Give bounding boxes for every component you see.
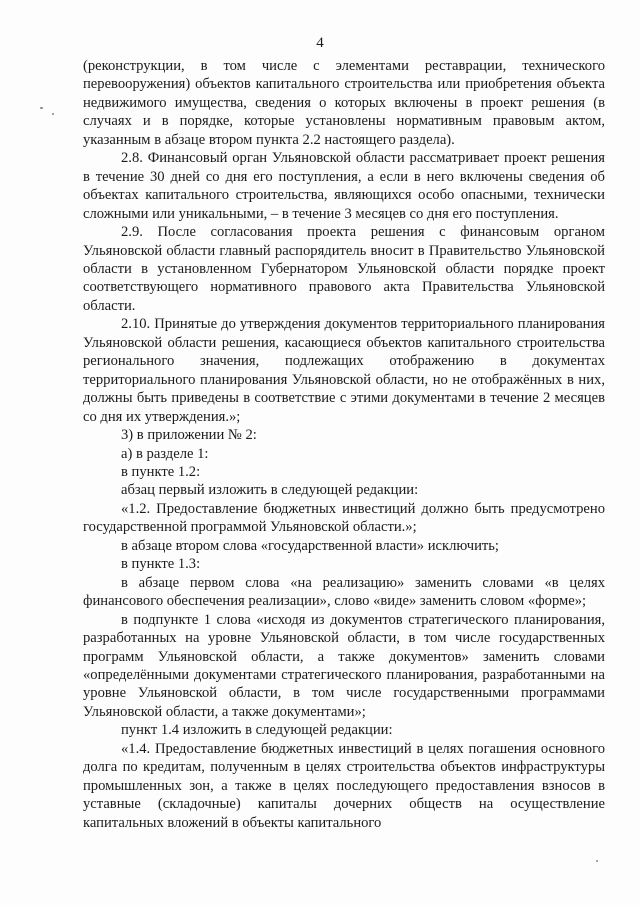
paragraph-second-abzac: в абзаце втором слова «государственной власти» исключить; [121, 537, 499, 554]
paragraph-first-abzac-1-3: в абзаце первом слова «на реализацию» заменить словами «в целях финансового обеспечения реализации», слово «виде» заменить словом «форме»; [83, 574, 605, 610]
scan-speck [596, 860, 598, 862]
paragraph-quote-1-2: «1.2. Предоставление бюджетных инвестиций должно быть предусмотрено государственной программой Ульяновской области.»; [83, 500, 605, 536]
paragraph-first-abzac: абзац первый изложить в следующей редакции: [121, 482, 419, 499]
paragraph-2-10: 2.10. Принятые до утверждения документов территориального планирования Ульяновской области решения, касающиеся объектов капитального строительства регионального значения, подлежащих отображению в документах территориального планирования Ульяновской области, но не отображённых в них, должны быть приведены в соответствие с этими документами в течение 2 месяцев со дня их утверждения.»; [83, 316, 605, 425]
paragraph-2-9: 2.9. После согласования проекта решения с финансовым органом Ульяновской области главный распорядитель вносит в Правительство Ульяновской области в установленном Губернатором Ульяновской области порядке проект соответствующего нормативного правового акта Правительства Ульяновской области. [83, 224, 605, 314]
paragraph-item-1-4: пункт 1.4 изложить в следующей редакции: [121, 722, 393, 739]
document-body [83, 57, 605, 832]
scan-speck [40, 107, 43, 109]
paragraph-item-1-2: в пункте 1.2: [121, 463, 201, 480]
scan-speck [52, 113, 54, 115]
page-number: 4 [316, 35, 324, 51]
paragraph-quote-1-4: «1.4. Предоставление бюджетных инвестиций в целях погашения основного долга по кредитам, полученным в целях строительства объектов инфраструктуры промышленных зон, а также в целях последующего предоставления взносов в уставные (складочные) капиталы дочерних обществ на осуществление капитальных вложений в объекты капитального [83, 740, 605, 831]
paragraph-appendix-2: 3) в приложении № 2: [121, 427, 257, 444]
paragraph-subitem-1: в подпункте 1 слова «исходя из документов стратегического планирования, разработанных на уровне Ульяновской области, в том числе государственных программ Ульяновской области, а также документов» заменить словами «определёнными документами стратегического планирования, разработанными на уровне Ульяновской области, в том числе государственными программами Ульяновской области, а также документами»; [83, 611, 605, 720]
paragraph-2-8: 2.8. Финансовый орган Ульяновской области рассматривает проект решения в течение 30 дней со дня его поступления, а если в него включены сведения об объектах капитального строительства, являющихся особо опасными, технически сложными или уникальными, – в течение 3 месяцев со дня его поступления. [83, 150, 605, 222]
paragraph-continuation: (реконструкции, в том числе с элементами реставрации, технического перевооружения) объектов капитального строительства или приобретения объекта недвижимого имущества, сведения о которых включены в проект решения (в случаях и в порядке, которые установлены нормативным правовым актом, указанным в абзаце втором пункта 2.2 настоящего раздела). [83, 58, 605, 148]
paragraph-item-1-3: в пункте 1.3: [121, 556, 201, 573]
paragraph-section-1: а) в разделе 1: [121, 445, 209, 462]
